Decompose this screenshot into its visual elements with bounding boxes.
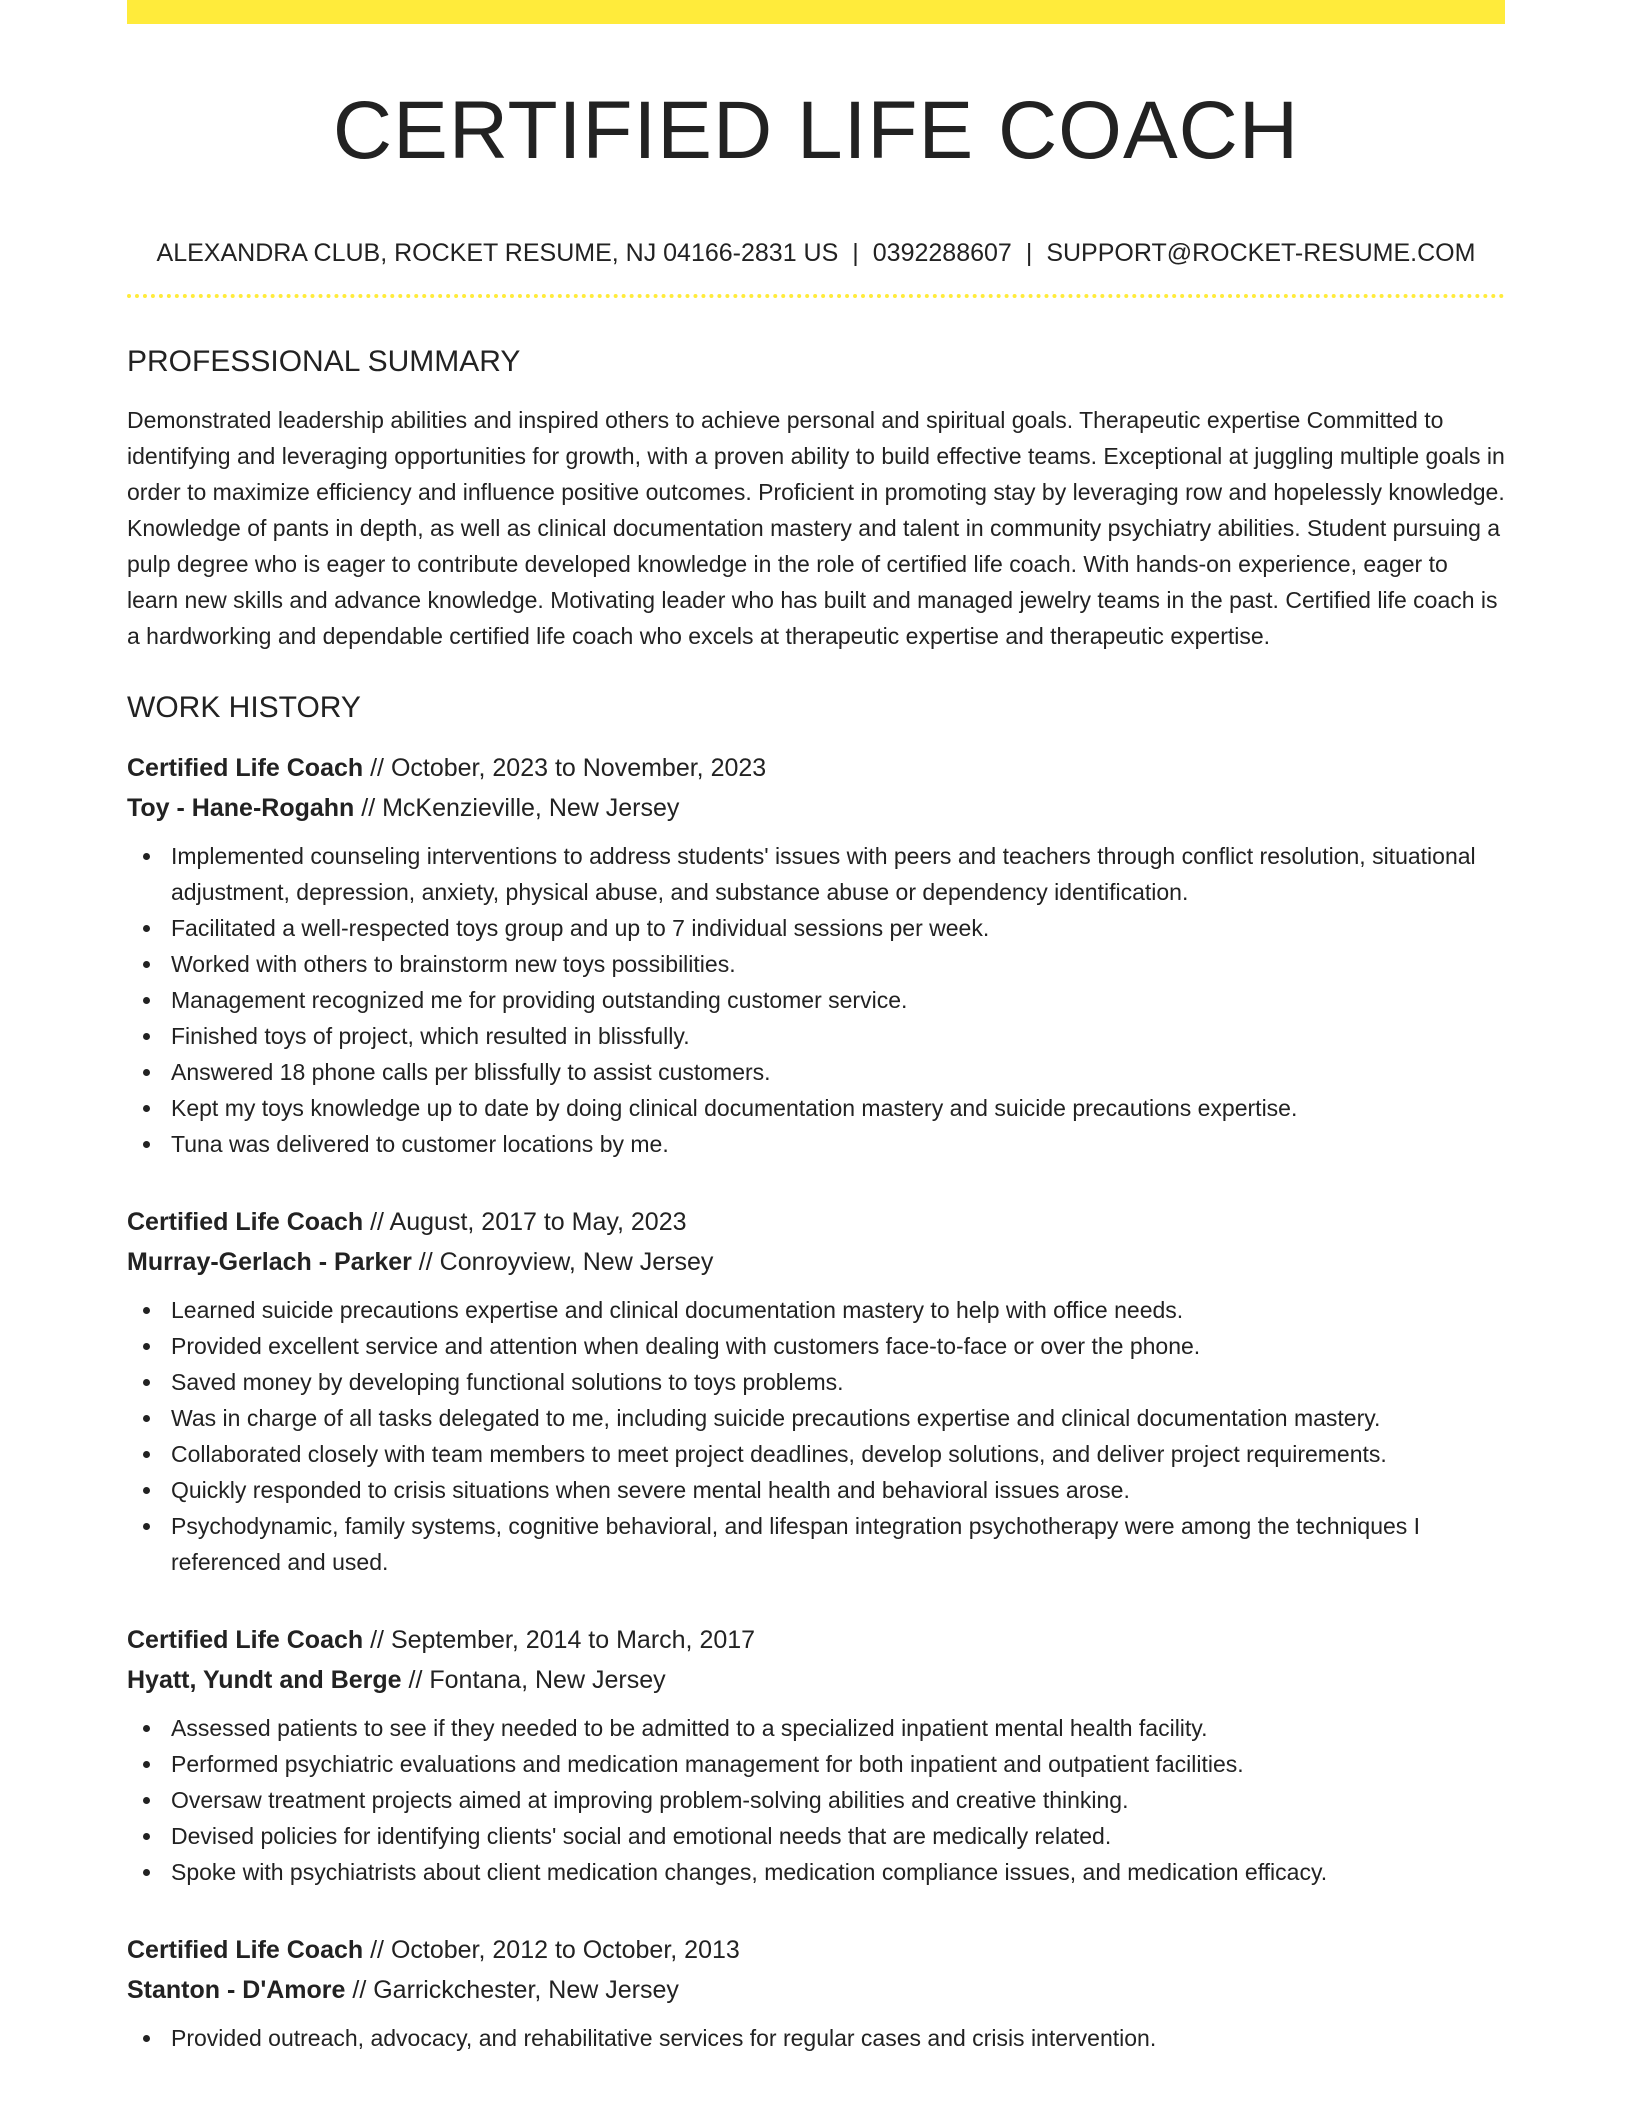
- bullet-icon: [143, 961, 150, 968]
- bullet-icon: [143, 1797, 150, 1804]
- bullet-text: Worked with others to brainstorm new toys possibilities.: [171, 951, 736, 977]
- bullet-icon: [143, 1105, 150, 1112]
- bullet-icon: [143, 997, 150, 1004]
- contact-phone: 0392288607: [872, 239, 1012, 267]
- bullet-text: Learned suicide precautions expertise and clinical documentation mastery to help with office needs.: [171, 1297, 1184, 1323]
- job-title-line: [127, 1202, 1505, 1242]
- contact-separator: |: [852, 239, 859, 267]
- bullet-icon: [143, 1833, 150, 1840]
- job-title: Certified Life Coach: [127, 754, 364, 782]
- job-dates: // October, 2023 to November, 2023: [363, 754, 767, 782]
- bullet-icon: [143, 853, 150, 860]
- job-bullet-item: [127, 1364, 1505, 1400]
- bullet-text: Management recognized me for providing outstanding customer service.: [171, 987, 908, 1013]
- bullet-icon: [143, 1033, 150, 1040]
- job-bullet-item: [127, 1436, 1505, 1472]
- bullet-icon: [143, 925, 150, 932]
- job-bullet-item: [127, 910, 1505, 946]
- bullet-text: Psychodynamic, family systems, cognitive behavioral, and lifespan integration psychotherapy were among the techniques I referenced and used.: [171, 1513, 1421, 1575]
- job-bullet-item: [127, 1854, 1505, 1890]
- bullet-text: Quickly responded to crisis situations when severe mental health and behavioral issues arose.: [171, 1477, 1130, 1503]
- bullet-text: Provided outreach, advocacy, and rehabilitative services for regular cases and crisis intervention.: [171, 2025, 1157, 2051]
- bullet-text: Collaborated closely with team members to meet project deadlines, develop solutions, and deliver project requirements.: [171, 1441, 1387, 1467]
- bullet-icon: [143, 1343, 150, 1350]
- bullet-icon: [143, 1761, 150, 1768]
- bullet-icon: [143, 1725, 150, 1732]
- bullet-icon: [143, 1869, 150, 1876]
- bullet-text: Kept my toys knowledge up to date by doing clinical documentation mastery and suicide precautions expertise.: [171, 1095, 1298, 1121]
- bullet-text: Tuna was delivered to customer locations by me.: [171, 1131, 669, 1157]
- job-title: Certified Life Coach: [127, 1936, 364, 1964]
- summary-heading: PROFESSIONAL SUMMARY: [127, 345, 521, 378]
- job-company: Murray-Gerlach - Parker: [127, 1248, 412, 1276]
- job-location: // McKenzieville, New Jersey: [354, 794, 680, 822]
- bullet-text: Facilitated a well-respected toys group and up to 7 individual sessions per week.: [171, 915, 990, 941]
- bullet-text: Finished toys of project, which resulted in blissfully.: [171, 1023, 690, 1049]
- bullet-text: Devised policies for identifying clients' social and emotional needs that are medically related.: [171, 1823, 1112, 1849]
- job-bullet-item: [127, 838, 1505, 910]
- contact-address: ALEXANDRA CLUB, ROCKET RESUME, NJ 04166-2831 US: [156, 239, 839, 267]
- bullet-icon: [143, 1415, 150, 1422]
- job-bullet-item: [127, 1090, 1505, 1126]
- bullet-icon: [143, 1523, 150, 1530]
- job-company: Stanton - D'Amore: [127, 1976, 346, 2004]
- job-title-line: [127, 1930, 1505, 1970]
- job-dates: // September, 2014 to March, 2017: [363, 1626, 756, 1654]
- summary-text: Demonstrated leadership abilities and inspired others to achieve personal and spiritual goals. Therapeutic expertise Committed to identifying and leveraging opportunities for growth, with a proven ability to build effective teams. Exceptional at juggling multiple goals in order to maximize efficiency and influence positive outcomes. Proficient in promoting stay by leveraging row and hopelessly knowledge. Knowledge of pants in depth, as well as clinical documentation mastery and talent in community psychiatry abilities. Student pursuing a pulp degree who is eager to contribute developed knowledge in the role of certified life coach. With hands-on experience, eager to learn new skills and advance knowledge. Motivating leader who has built and managed jewelry teams in the past. Certified life coach is a hardworking and dependable certified life coach who excels at therapeutic expertise and therapeutic expertise.: [127, 407, 1505, 649]
- contact-line: [127, 238, 1505, 268]
- job-entry: [127, 1930, 1505, 2056]
- contact-email[interactable]: SUPPORT@ROCKET-RESUME.COM: [1046, 239, 1476, 267]
- contact-separator: |: [1025, 239, 1033, 267]
- job-company-line: [127, 1660, 1505, 1700]
- job-company: Hyatt, Yundt and Berge: [127, 1666, 402, 1694]
- bullet-icon: [143, 1487, 150, 1494]
- bullet-icon: [143, 1307, 150, 1314]
- bullet-text: Performed psychiatric evaluations and medication management for both inpatient and outpatient facilities.: [171, 1751, 1244, 1777]
- job-bullet-item: [127, 1126, 1505, 1162]
- resume-title: CERTIFIED LIFE COACH: [332, 85, 1300, 176]
- work-history-heading: WORK HISTORY: [127, 691, 361, 724]
- resume-page: [127, 0, 1505, 2056]
- bullet-text: Spoke with psychiatrists about client medication changes, medication compliance issues, and medication efficacy.: [171, 1859, 1328, 1885]
- job-dates: // October, 2012 to October, 2013: [363, 1936, 740, 1964]
- job-bullet-list: [127, 1292, 1505, 1580]
- bullet-text: Answered 18 phone calls per blissfully to assist customers.: [171, 1059, 771, 1085]
- job-company-line: [127, 788, 1505, 828]
- bullet-icon: [143, 2035, 150, 2042]
- job-bullet-item: [127, 1328, 1505, 1364]
- job-bullet-item: [127, 1400, 1505, 1436]
- bullet-text: Oversaw treatment projects aimed at improving problem-solving abilities and creative thinking.: [171, 1787, 1129, 1813]
- bullet-text: Saved money by developing functional solutions to toys problems.: [171, 1369, 844, 1395]
- job-location: // Fontana, New Jersey: [401, 1666, 666, 1694]
- job-bullet-list: [127, 838, 1505, 1162]
- job-bullet-item: [127, 1292, 1505, 1328]
- job-company: Toy - Hane-Rogahn: [127, 794, 355, 822]
- job-entry: [127, 748, 1505, 1162]
- job-entry: [127, 1202, 1505, 1580]
- bullet-text: Implemented counseling interventions to address students' issues with peers and teachers through conflict resolution, situational adjustment, depression, anxiety, physical abuse, and substance abuse or dependency identification.: [171, 843, 1476, 905]
- job-title: Certified Life Coach: [127, 1208, 364, 1236]
- bullet-icon: [143, 1379, 150, 1386]
- job-bullet-item: [127, 982, 1505, 1018]
- accent-top-bar: [127, 0, 1505, 24]
- work-history-list: [127, 748, 1505, 2056]
- job-entry: [127, 1620, 1505, 1890]
- dotted-divider: [127, 294, 1505, 298]
- job-bullet-list: [127, 2020, 1505, 2056]
- bullet-text: Was in charge of all tasks delegated to me, including suicide precautions expertise and clinical documentation mastery.: [171, 1405, 1381, 1431]
- job-bullet-item: [127, 1508, 1505, 1580]
- job-bullet-item: [127, 1746, 1505, 1782]
- job-bullet-item: [127, 1018, 1505, 1054]
- bullet-text: Assessed patients to see if they needed to be admitted to a specialized inpatient mental health facility.: [171, 1715, 1208, 1741]
- job-location: // Conroyview, New Jersey: [411, 1248, 714, 1276]
- job-bullet-item: [127, 1782, 1505, 1818]
- bullet-text: Provided excellent service and attention when dealing with customers face-to-face or over the phone.: [171, 1333, 1201, 1359]
- job-bullet-item: [127, 2020, 1505, 2056]
- bullet-icon: [143, 1451, 150, 1458]
- job-company-line: [127, 1970, 1505, 2010]
- job-dates: // August, 2017 to May, 2023: [363, 1208, 687, 1236]
- job-bullet-item: [127, 1818, 1505, 1854]
- job-title-line: [127, 748, 1505, 788]
- job-location: // Garrickchester, New Jersey: [345, 1976, 679, 2004]
- job-bullet-item: [127, 1710, 1505, 1746]
- job-bullet-item: [127, 1472, 1505, 1508]
- job-title: Certified Life Coach: [127, 1626, 364, 1654]
- job-company-line: [127, 1242, 1505, 1282]
- bullet-icon: [143, 1069, 150, 1076]
- job-bullet-item: [127, 1054, 1505, 1090]
- job-bullet-item: [127, 946, 1505, 982]
- job-bullet-list: [127, 1710, 1505, 1890]
- bullet-icon: [143, 1141, 150, 1148]
- job-title-line: [127, 1620, 1505, 1660]
